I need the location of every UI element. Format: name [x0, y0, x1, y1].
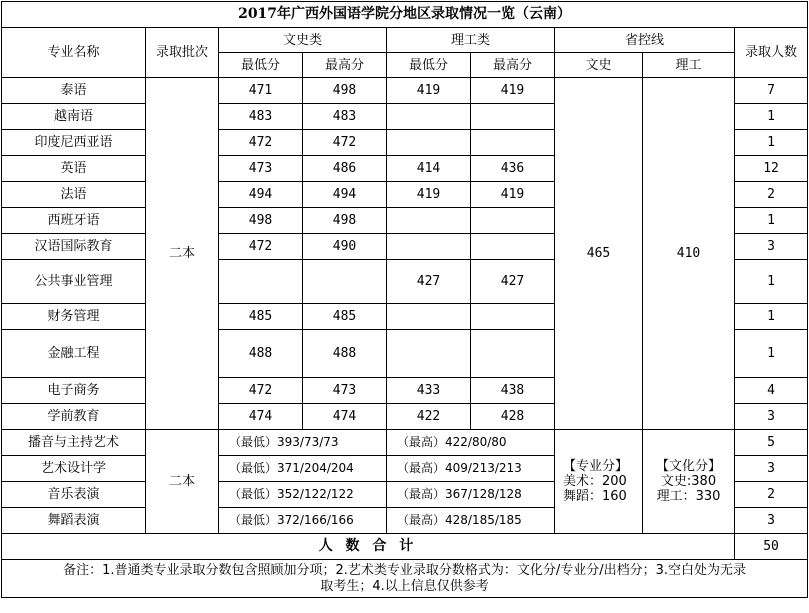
table-row	[2, 430, 808, 456]
arts-max-score: 486	[303, 156, 387, 182]
batch-regular: 二本	[146, 78, 219, 430]
arts-max-score: 498	[303, 208, 387, 234]
arts-max-score: 483	[303, 104, 387, 130]
major-name: 西班牙语	[2, 208, 146, 234]
science-min-score	[387, 234, 471, 260]
arts-min-score: 472	[219, 234, 303, 260]
arts-max-score: 488	[303, 330, 387, 378]
major-name: 印度尼西亚语	[2, 130, 146, 156]
header-enrolled: 录取人数	[735, 28, 808, 78]
science-max-score	[471, 304, 555, 330]
enrolled-count: 2	[735, 182, 808, 208]
major-name: 学前教育	[2, 404, 146, 430]
art-professional-line	[555, 430, 643, 534]
major-name: 电子商务	[2, 378, 146, 404]
enrolled-count: 12	[735, 156, 808, 182]
science-max-score: 427	[471, 260, 555, 304]
header-arts-min: 最低分	[219, 53, 303, 78]
major-name: 播音与主持艺术	[2, 430, 146, 456]
enrolled-count: 5	[735, 430, 808, 456]
major-name: 音乐表演	[2, 482, 146, 508]
art-cultural-line-line-2: 文史:380	[660, 474, 717, 489]
enrolled-count: 7	[735, 78, 808, 104]
total-row	[2, 534, 808, 560]
art-min-score: （最低）372/166/166	[219, 508, 387, 534]
major-name: 财务管理	[2, 304, 146, 330]
footnote	[2, 560, 808, 598]
page-title: 2017年广西外国语学院分地区录取情况一览（云南）	[2, 2, 808, 28]
arts-min-score: 472	[219, 378, 303, 404]
arts-min-score: 485	[219, 304, 303, 330]
arts-max-score: 473	[303, 378, 387, 404]
enrolled-count: 3	[735, 456, 808, 482]
enrolled-count: 1	[735, 330, 808, 378]
science-min-score: 419	[387, 78, 471, 104]
arts-min-score: 498	[219, 208, 303, 234]
science-max-score: 428	[471, 404, 555, 430]
arts-max-score	[303, 260, 387, 304]
header-major: 专业名称	[2, 28, 146, 78]
arts-min-score: 483	[219, 104, 303, 130]
enrolled-count: 1	[735, 104, 808, 130]
admission-table	[1, 1, 808, 598]
art-min-score: （最低）352/122/122	[219, 482, 387, 508]
art-max-score: （最高）367/128/128	[387, 482, 555, 508]
footnote-line-1: 备注：1.普通类专业录取分数包含照顾加分项；2.艺术类专业录取分数格式为：文化分/专业分/出档分；3.空白处为无录	[63, 562, 747, 578]
control-line-arts: 465	[555, 78, 643, 430]
batch-art: 二本	[146, 430, 219, 534]
major-name: 公共事业管理	[2, 260, 146, 304]
arts-max-score: 490	[303, 234, 387, 260]
art-professional-line-line-3: 舞蹈：160	[563, 489, 627, 504]
major-name: 艺术设计学	[2, 456, 146, 482]
enrolled-count: 3	[735, 404, 808, 430]
major-name: 金融工程	[2, 330, 146, 378]
total-value: 50	[735, 534, 808, 560]
control-line-science: 410	[643, 78, 735, 430]
science-min-score	[387, 104, 471, 130]
arts-min-score: 494	[219, 182, 303, 208]
major-name: 舞蹈表演	[2, 508, 146, 534]
header-science-max: 最高分	[471, 53, 555, 78]
arts-min-score: 473	[219, 156, 303, 182]
table-row	[2, 78, 808, 104]
science-max-score: 419	[471, 78, 555, 104]
header-arts: 文史类	[219, 28, 387, 53]
arts-min-score: 472	[219, 130, 303, 156]
admission-sheet	[0, 1, 809, 613]
enrolled-count: 1	[735, 208, 808, 234]
art-professional-line-line-2: 美术：200	[563, 474, 627, 489]
art-max-score: （最高）422/80/80	[387, 430, 555, 456]
arts-max-score: 474	[303, 404, 387, 430]
header-science: 理工类	[387, 28, 555, 53]
enrolled-count: 1	[735, 304, 808, 330]
art-professional-line-line-1: 【专业分】	[563, 459, 629, 474]
art-min-score: （最低）371/204/204	[219, 456, 387, 482]
science-min-score: 433	[387, 378, 471, 404]
header-batch: 录取批次	[146, 28, 219, 78]
science-min-score: 422	[387, 404, 471, 430]
art-max-score: （最高）409/213/213	[387, 456, 555, 482]
art-cultural-line-line-3: 理工：330	[656, 489, 721, 504]
science-max-score	[471, 208, 555, 234]
science-min-score	[387, 130, 471, 156]
header-arts-max: 最高分	[303, 53, 387, 78]
arts-min-score: 474	[219, 404, 303, 430]
art-min-score: （最低）393/73/73	[219, 430, 387, 456]
footnote-line-2: 取考生；4.以上信息仅供参考	[320, 578, 489, 594]
total-label: 人 数 合 计	[2, 534, 735, 560]
science-max-score	[471, 130, 555, 156]
enrolled-count: 3	[735, 234, 808, 260]
major-name: 汉语国际教育	[2, 234, 146, 260]
science-min-score: 414	[387, 156, 471, 182]
arts-max-score: 494	[303, 182, 387, 208]
science-max-score: 419	[471, 182, 555, 208]
science-max-score	[471, 234, 555, 260]
enrolled-count: 3	[735, 508, 808, 534]
science-min-score: 419	[387, 182, 471, 208]
science-max-score: 438	[471, 378, 555, 404]
science-max-score	[471, 330, 555, 378]
art-max-score: （最高）428/185/185	[387, 508, 555, 534]
major-name: 泰语	[2, 78, 146, 104]
arts-max-score: 485	[303, 304, 387, 330]
enrolled-count: 2	[735, 482, 808, 508]
science-min-score	[387, 330, 471, 378]
arts-max-score: 498	[303, 78, 387, 104]
enrolled-count: 4	[735, 378, 808, 404]
header-science-min: 最低分	[387, 53, 471, 78]
major-name: 英语	[2, 156, 146, 182]
art-cultural-line	[643, 430, 735, 534]
header-control-science: 理工	[643, 53, 735, 78]
enrolled-count: 1	[735, 260, 808, 304]
arts-min-score	[219, 260, 303, 304]
science-max-score: 436	[471, 156, 555, 182]
science-min-score: 427	[387, 260, 471, 304]
note-row	[2, 560, 808, 598]
art-cultural-line-line-1: 【文化分】	[655, 459, 721, 474]
science-min-score	[387, 304, 471, 330]
science-min-score	[387, 208, 471, 234]
science-max-score	[471, 104, 555, 130]
major-name: 越南语	[2, 104, 146, 130]
arts-min-score: 471	[219, 78, 303, 104]
arts-max-score: 472	[303, 130, 387, 156]
arts-min-score: 488	[219, 330, 303, 378]
header-control-line: 省控线	[555, 28, 735, 53]
header-control-arts: 文史	[555, 53, 643, 78]
major-name: 法语	[2, 182, 146, 208]
enrolled-count: 1	[735, 130, 808, 156]
